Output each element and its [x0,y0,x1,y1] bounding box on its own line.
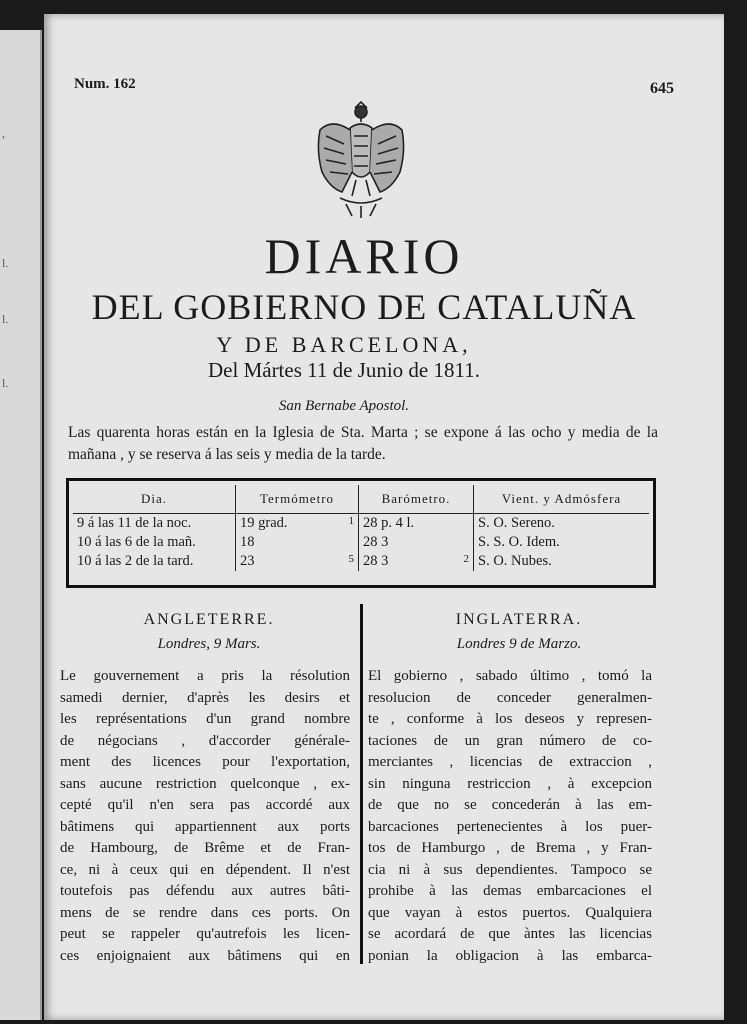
weather-barometer: 28 3 2 [359,552,474,571]
weather-header-day: Dia. [73,485,236,514]
masthead-city: Y DE BARCELONA, [216,332,472,357]
weather-thermometer: 23 5 [236,552,359,571]
weather-thermometer: 19 grad. 1 [236,514,359,534]
article-line: se acordará de que àntes las licencias [368,926,652,942]
saint-of-day: San Bernabe Apostol. [278,398,410,414]
article-line: bâtimens qui appartiennent aux ports [60,818,350,835]
column-divider [360,604,363,964]
weather-row [73,533,649,552]
article-line: mens de se rendre dans ces ports. On [60,904,350,921]
weather-row [73,514,649,534]
eagle-emblem-icon [312,100,410,228]
weather-thermometer: 18 [236,533,359,552]
article-line: ce, ni à ceux qui en dépendent. Il n'est [60,861,350,878]
margin-mark: l. [2,376,9,390]
weather-wind: S. O. Nubes. [478,553,552,569]
weather-day: 9 á las 11 de la noc. [73,514,236,534]
french-column-heading: ANGLETERRE. [143,611,275,628]
weather-barometer: 28 p. 4 l. [359,514,474,534]
article-line: El gobierno , sabado último , tomó la [368,668,652,684]
article-line: de négocians , d'accorder générale- [60,732,350,749]
weather-term-fraction: 1 [348,515,354,527]
weather-wind: S. S. O. Idem. [478,534,560,550]
spanish-column-heading: INGLATERRA. [455,611,583,628]
article-line: Le gouvernement a pris la résolution [60,668,350,684]
weather-row [73,552,649,571]
weather-baro-fraction: 2 [463,553,469,565]
masthead-subtitle: DEL GOBIERNO DE CATALUÑA [91,287,637,327]
weather-header-barometer: Barómetro. [359,485,474,514]
article-line: cia ni à sus dependientes. Tampoco se [368,861,652,878]
weather-table [73,485,649,571]
article-line: que vayan à estos puertos. Qualquiera [368,904,652,921]
article-line: samedi dernier, d'après les desirs et [60,689,350,706]
newspaper-page [44,14,724,1020]
article-line: sans aucune restriction quelconque , ex- [60,775,350,792]
article-line: taciones de un gran número de co- [368,732,652,749]
article-line: ces enjoignaient aux bâtimens qui en [60,947,350,964]
article-line: tos de Hamburgo , de Brema , y Fran- [368,840,652,856]
weather-header-thermometer: Termómetro [236,485,359,514]
article-line: peut se rappeler qu'autrefois les licen- [60,926,350,942]
article-line: ment des licences pour l'exportation, [60,754,350,770]
weather-term-fraction: 5 [348,553,354,565]
margin-mark: , [2,126,5,140]
french-article [60,666,350,967]
spanish-dateline: Londres 9 de Marzo. [456,636,582,652]
article-line: de Hambourg, de Brême et de Fran- [60,840,350,856]
page-number: 645 [650,80,674,97]
article-line: sin ninguna restriccion , à excepcion [368,775,652,792]
weather-day: 10 á las 6 de la mañ. [73,533,236,552]
article-line: resolucion de conceder generalmen- [368,689,652,706]
article-line: prohibe à las demas embarcaciones el [368,883,652,899]
weather-barometer: 28 3 [359,533,474,552]
issue-date: Del Mártes 11 de Junio de 1811. [208,358,480,382]
weather-table-frame [66,478,656,588]
weather-wind: S. O. Sereno. [478,515,555,531]
article-line: merciantes , licencias de extraccion , [368,754,652,770]
church-notice: Las quarenta horas están en la Iglesia de Sta. Marta ; se expone á las ocho y media de la mañana , y se reserva á las seis y media de la tarde. [68,424,658,463]
weather-day: 10 á las 2 de la tard. [73,552,236,571]
article-line: cepté qu'il n'en sera pas accordé aux [60,797,350,813]
article-line: barcaciones pertenecientes à los puer- [368,818,652,835]
article-line: de que no se concederán à las em- [368,797,652,813]
french-dateline: Londres, 9 Mars. [157,636,261,652]
issue-number: Num. 162 [74,76,136,92]
adjacent-page-edge [0,30,42,1020]
article-line: toutefois pas défendu aux autres bâti- [60,883,350,899]
article-line: ponian la obligacion à las embarca- [368,947,652,964]
masthead-title: DIARIO [264,228,464,284]
weather-header-wind: Vient. y Admósfera [474,485,650,514]
article-line: te , conforme à los deseos y represen- [368,711,652,727]
article-line: les représentations d'un grand nombre [60,711,350,727]
margin-mark: l. [2,256,9,270]
spanish-article [368,666,652,967]
margin-mark: l. [2,312,9,326]
